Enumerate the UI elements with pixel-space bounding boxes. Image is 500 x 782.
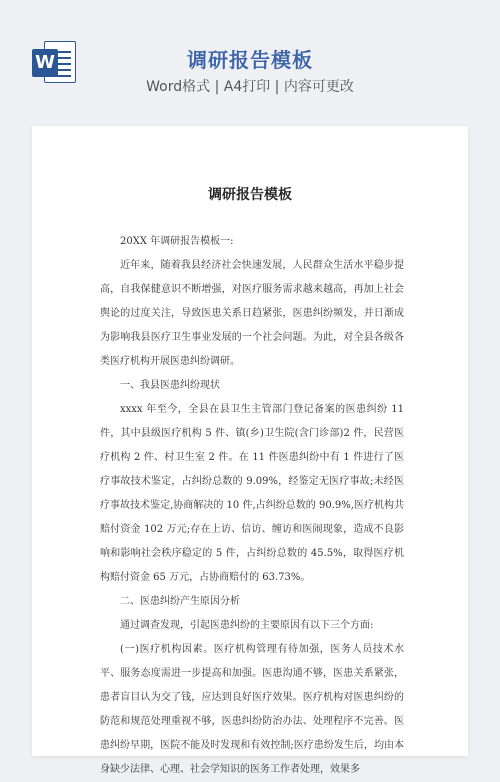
document-title: 调研报告模板	[208, 187, 292, 203]
section-heading-causes: 二、医患纠纷产生原因分析	[120, 596, 240, 607]
paragraph-medical-factors: (一)医疗机构因素。医疗机构管理有待加强，医务人员技术水平、服务态度需进一步提高和加强。医患沟通不够，医患关系紧张，患者盲目认为交了钱，应达到良好医疗效果。医疗机构对医患纠纷的防范和规范处理重视不够，医患纠纷防治办法、处理程序不完善。医患纠纷早期，医院不能及时发现和有效控制;医疗患纷发生后，均由本身缺少法律、心理、社会学知识的医务工作者处理，效果多	[100, 644, 404, 775]
document-page	[32, 126, 468, 775]
paragraph-causes-intro: 通过调查发现，引起医患纠纷的主要原因有以下三个方面:	[120, 620, 374, 631]
paragraph-background: 近年来，随着我县经济社会快速发展，人民群众生活水平稳步提高，自我保健意识不断增强，对医疗服务需求越来越高，再加上社会舆论的过度关注，导致医患关系日趋紧张，医患纠纷频发，并日渐成为影响我县医疗卫生事业发展的一个社会问题。为此，对全县各级各类医疗机构开展医患纠纷调研。	[100, 260, 404, 367]
paragraph-status: xxxx 年至今，全县在县卫生主管部门登记备案的医患纠纷 11 件，其中县级医疗机构 5 件、镇(乡)卫生院(含门诊部)2 件，民营医疗机构 2 件、村卫生室 2 件。在 11 件医患纠纷中有 1 件进行了医疗事故技术鉴定，占纠纷总数的 9.09%，经鉴定无医疗事故;未经医疗事故技术鉴定,协商解决的 10 件,占纠纷总数的 90.9%,医疗机构共赔付资金 102 万元;存在上访、信访、缠访和医闹现象，造成不良影响和影响社会秩序稳定的 5 件，占纠纷总数的 45.5%，取得医疗机构赔付资金 65 万元，占协商赔付的 63.73%。	[100, 404, 404, 583]
page-title: 调研报告模板	[187, 48, 313, 72]
section-heading-status: 一、我县医患纠纷现状	[120, 380, 220, 391]
paragraph-intro-label: 20XX 年调研报告模板一:	[120, 236, 234, 247]
document-body	[100, 230, 404, 782]
header	[0, 0, 500, 122]
word-badge: W	[32, 49, 58, 77]
page-subtitle: Word格式 | A4打印 | 内容可更改	[146, 79, 354, 95]
